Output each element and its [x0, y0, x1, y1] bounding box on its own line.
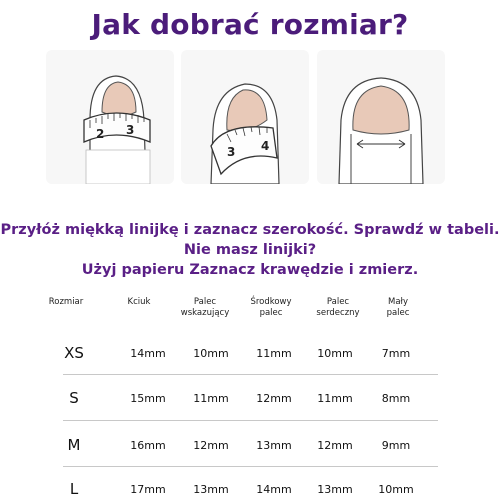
header-palec-serdeczny: Palec serdeczny — [316, 297, 360, 318]
table-cell: 11mm — [317, 392, 353, 405]
table-cell: 11mm — [193, 392, 229, 405]
illustration-thumb-ruler-front — [46, 50, 174, 184]
header-srodkowy-palec: Środkowy palec — [250, 297, 292, 318]
table-cell: 12mm — [193, 439, 229, 452]
table-cell: 12mm — [256, 392, 292, 405]
row-divider — [63, 420, 438, 421]
header-rozmiar: Rozmiar — [48, 297, 84, 307]
table-cell: 17mm — [130, 483, 166, 496]
instruction-line-1: Przyłóż miękką linijkę i zaznacz szerokość. Sprawdź w tabeli. — [0, 222, 500, 238]
table-cell: 13mm — [256, 439, 292, 452]
page-title: Jak dobrać rozmiar? — [91, 8, 409, 41]
illustration-nail-width — [317, 50, 445, 184]
table-cell: 7mm — [381, 347, 411, 360]
table-cell: 12mm — [317, 439, 353, 452]
row-divider — [63, 466, 438, 467]
size-label: XS — [64, 344, 84, 362]
table-cell: 10mm — [193, 347, 229, 360]
table-cell: 14mm — [256, 483, 292, 496]
illustration-thumb-ruler-angle — [181, 50, 309, 184]
header-maly-palec: Mały palec — [386, 297, 410, 318]
instruction-line-2: Nie masz linijki? — [183, 242, 317, 258]
instruction-line-3: Użyj papieru Zaznacz krawędzie i zmierz. — [81, 262, 419, 278]
table-cell: 14mm — [130, 347, 166, 360]
table-cell: 16mm — [130, 439, 166, 452]
ruler-number: 3 — [227, 145, 236, 159]
table-cell: 13mm — [317, 483, 353, 496]
table-cell: 13mm — [193, 483, 229, 496]
table-cell: 11mm — [256, 347, 292, 360]
ruler-number: 4 — [261, 139, 270, 153]
size-label: S — [69, 389, 79, 407]
table-cell: 10mm — [378, 483, 414, 496]
ruler-number: 2 — [96, 127, 105, 141]
size-label: M — [67, 436, 81, 454]
table-cell: 15mm — [130, 392, 166, 405]
table-cell: 8mm — [381, 392, 411, 405]
ruler-number: 3 — [126, 123, 135, 137]
table-cell: 9mm — [381, 439, 411, 452]
table-cell: 10mm — [317, 347, 353, 360]
header-kciuk: Kciuk — [127, 297, 151, 307]
row-divider — [63, 374, 438, 375]
size-label: L — [69, 480, 79, 498]
header-palec-wskazujacy: Palec wskazujący — [180, 297, 230, 318]
